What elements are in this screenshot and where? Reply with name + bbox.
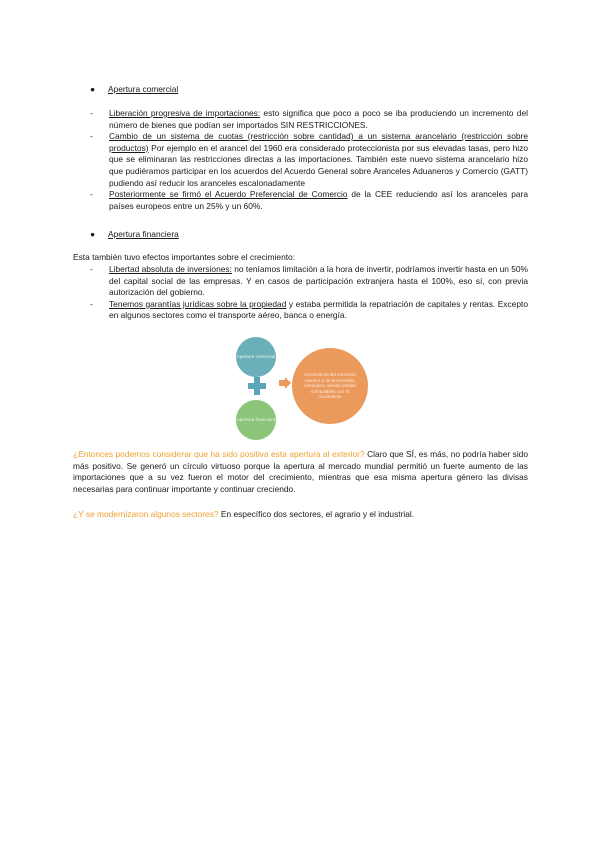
list-item bbox=[90, 131, 528, 189]
section-heading-apertura-comercial bbox=[90, 84, 178, 96]
dash-marker: - bbox=[90, 131, 93, 142]
list-item bbox=[90, 299, 528, 322]
dash-marker: - bbox=[90, 189, 93, 200]
circle-label: Apertura comercial bbox=[236, 354, 276, 360]
item-title: Libertad absoluta de inversiones: bbox=[109, 264, 232, 274]
arrow-right-icon bbox=[279, 377, 291, 389]
dash-marker: - bbox=[90, 108, 93, 118]
circle-apertura-financiera bbox=[236, 400, 276, 440]
circle-result bbox=[292, 348, 368, 424]
item-body: Por ejemplo en el arancel del 1960 era considerado proteccionista por sus elevadas tasas, pero hizo que se eliminaran las restricciones directas a las importaciones. También este nuevo sistema arancelario hizo que pudiéramos participar en los acuerdos del Acuerdo General sobre Aranceles Aduaneros y Comercio (GATT) pudiendo así reducir los aranceles escalonadamente bbox=[109, 142, 528, 188]
circle-label: Apertura financiera bbox=[236, 417, 276, 423]
bullet-icon: ● bbox=[90, 84, 96, 94]
list-item bbox=[90, 108, 528, 131]
circle-label: Crecimiento del comercio exterior y de la inversión extranjera, siendo ambas compatibles con el crecimiento bbox=[304, 372, 356, 400]
apertura-financiera-list bbox=[90, 264, 528, 322]
item-body: no teníamos limitación a la hora de invertir, podríamos invertir hasta en un 50% del capital social de las empresas. Y en casos de participación extranjera hasta el 100%, eso sí, con previa autorización del gobierno. bbox=[109, 264, 528, 298]
plus-icon bbox=[248, 377, 266, 395]
item-title: Liberación progresiva de importaciones: bbox=[109, 108, 261, 118]
section-intro: Esta también tuvo efectos importantes sobre el crecimiento: bbox=[73, 252, 296, 262]
heading-text: Apertura financiera bbox=[108, 229, 179, 239]
apertura-comercial-list bbox=[90, 108, 528, 212]
growth-diagram bbox=[236, 337, 372, 439]
circle-apertura-comercial bbox=[236, 337, 276, 377]
question-text: ¿Entonces podemos considerar que ha sido positiva esta apertura al exterior? bbox=[73, 449, 365, 459]
question-text: ¿Y se modernizaron algunos sectores? bbox=[73, 509, 219, 519]
qa-paragraph-2 bbox=[73, 509, 528, 521]
bullet-icon: ● bbox=[90, 229, 96, 239]
item-title: Tenemos garantías jurídicas sobre la propiedad bbox=[109, 298, 287, 309]
list-item bbox=[90, 264, 528, 299]
qa-paragraph-1 bbox=[73, 449, 528, 495]
heading-text: Apertura comercial bbox=[108, 84, 179, 94]
dash-marker: - bbox=[90, 264, 93, 274]
list-item bbox=[90, 189, 528, 212]
answer-text: Claro que SÍ, es más, no podría haber sido más positivo. Se generó un círculo virtuoso porque la apertura al mercado mundial permitió un fuerte aumento de las importaciones que a su vez fueron el motor del crecimiento, mientras que esa misma apertura género las divisas necesarias para continuar importante y continuar creciendo. bbox=[73, 449, 528, 494]
item-title: Cambio de un sistema de cuotas (restricción sobre cantidad) a un sistema arancelario (restricción sobre productos) bbox=[109, 131, 528, 153]
dash-marker: - bbox=[90, 298, 93, 309]
answer-text: En específico dos sectores, el agrario y el industrial. bbox=[218, 509, 415, 519]
item-body: de la CEE reduciendo así los aranceles para países europeos entre un 25% y un 60%. bbox=[109, 189, 528, 211]
item-body: esto significa que poco a poco se iba produciendo un incremento del número de bienes que podían ser importados SIN RESTRICCIONES. bbox=[109, 108, 528, 130]
item-body: y estaba permitida la repatriación de capitales y rentas. Excepto en algunos sectores como el transporte aéreo, banca o energía. bbox=[109, 298, 528, 321]
item-title: Posteriormente se firmó el Acuerdo Preferencial de Comercio bbox=[109, 189, 348, 200]
section-heading-apertura-financiera bbox=[90, 229, 179, 241]
